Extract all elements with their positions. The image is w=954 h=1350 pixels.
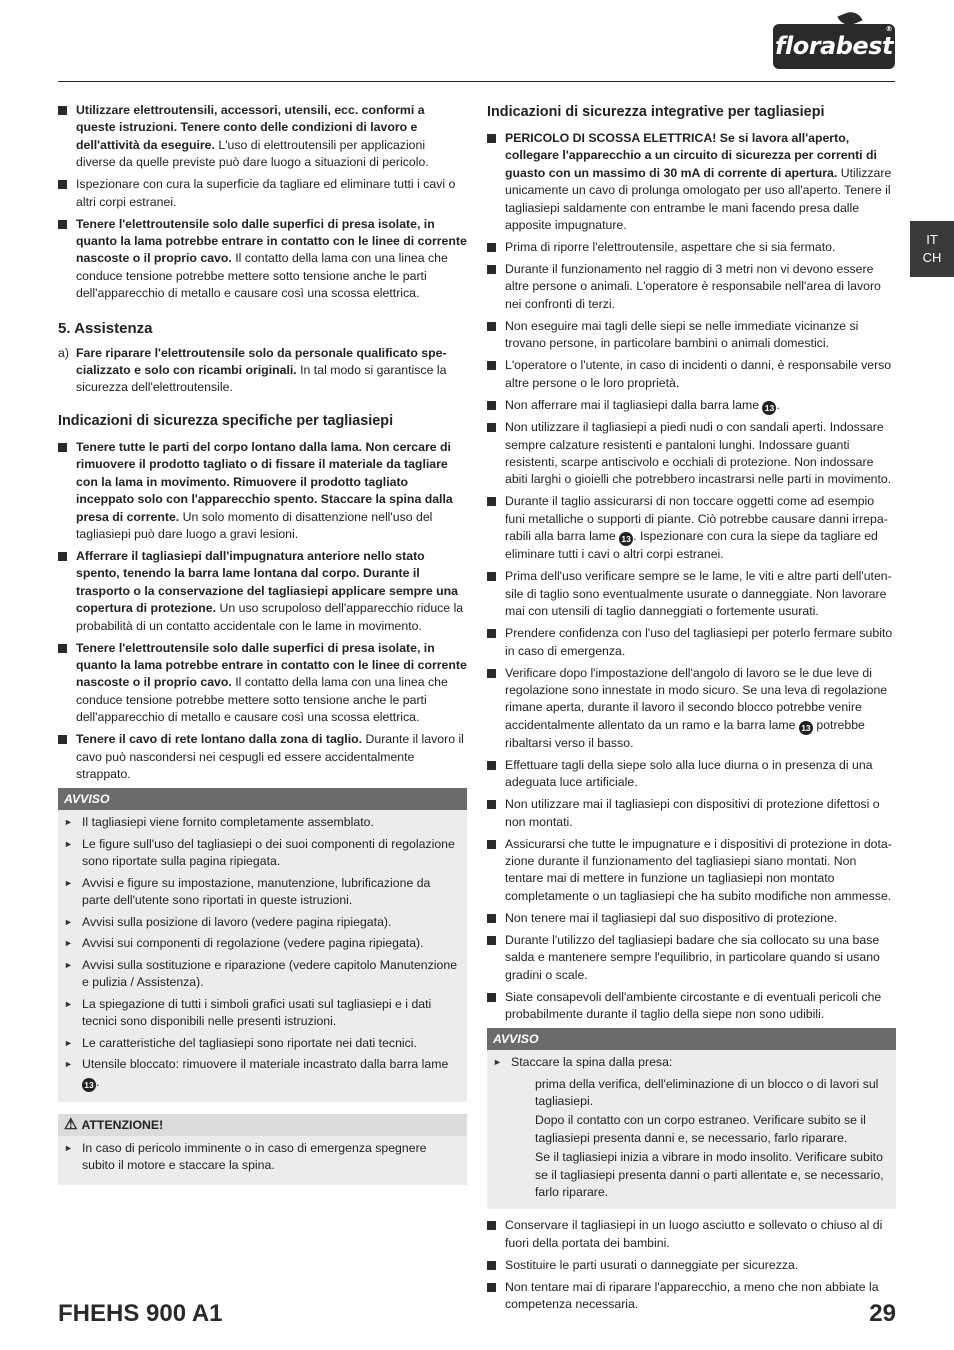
leaf-icon <box>837 8 862 28</box>
list-item: Non eseguire mai tagli delle siepi se nelle immediate vicinanze si trovano persone, in particolare bambini o animali domestici. <box>487 318 896 353</box>
attenzione-box <box>58 1114 467 1185</box>
arrow-right-icon: ► <box>64 1059 73 1070</box>
header-rule <box>58 81 895 82</box>
bullet-square-icon <box>487 914 496 923</box>
arrow-right-icon: ► <box>64 1142 73 1153</box>
list-item: Assicurarsi che tutte le impugnature e i dispositivi di protezione in dota-zione durante il funzionamento del tagliasiepi siano montati. Non tentare mai di mettere in funzione un tagliasiepi non montato completamente o un tagliasiepi che ha subito modifiche non ammesse. <box>487 836 896 906</box>
bullet-square-icon <box>487 497 496 506</box>
florabest-logo <box>773 24 895 69</box>
list-item: Prima dell'uso verificare sempre se le lame, le viti e altre parti dell'uten-sile di taglio sono eventualmente usurate o danneggiate. Non lavorare mai con utensili di taglio danneggiati o fortemente usurati. <box>487 568 896 620</box>
arrow-right-icon: ► <box>64 916 73 927</box>
bullet-square-icon <box>487 243 496 252</box>
bullet-square-icon <box>58 180 67 189</box>
language-tab <box>910 221 954 277</box>
attenzione-title: ATTENZIONE! <box>81 1117 164 1132</box>
list-item: Durante il funzionamento nel raggio di 3 metri non vi devono essere altre persone o animali. L'operatore è responsabile nell'area di lavoro nei confronti di terzi. <box>487 261 896 313</box>
list-item: ► Avvisi sulla posizione di lavoro (vedere pagina ripiegata). <box>64 914 459 931</box>
list-item: ► Avvisi sulla sostituzione e riparazione (vedere capitolo Manutenzione e pulizia / Assistenza). <box>64 957 458 990</box>
bullet-square-icon <box>58 106 67 115</box>
list-item: Conservare il tagliasiepi in un luogo asciutto e sollevato o chiuso al di fuori della portata dei bambini. <box>487 1217 896 1252</box>
arrow-right-icon: ► <box>64 816 73 827</box>
bullet-square-icon <box>487 361 496 370</box>
language-tab-line1: IT <box>926 232 938 247</box>
bullet-square-icon <box>487 265 496 274</box>
avviso-title: AVVISO <box>487 1028 896 1050</box>
list-item: Utilizzare elettroutensili, accessori, utensili, ecc. conformi a queste istruzioni. Tenere conto delle condizioni di lavoro e dell'attività da eseguire. L'uso di elettroutensili per applicazioni diverse da quelle previste può dare luogo a situazioni di pericolo. <box>58 102 467 172</box>
bullet-square-icon <box>487 669 496 678</box>
list-item: L'operatore o l'utente, in caso di incidenti o danni, è responsabile verso altre persone o le loro proprietà. <box>487 357 896 392</box>
bullet-square-icon <box>487 993 496 1002</box>
bullet-square-icon <box>487 423 496 432</box>
bullet-square-icon <box>487 134 496 143</box>
list-item: Tenere l'elettroutensile solo dalle superfici di presa isolate, in quanto la lama potrebbe entrare in contatto con le linee di corrente nascoste o il proprio cavo. Il contatto della lama con una linea che conduce tensione potrebbe mettere sotto tensione anche le parti dell'apparecchio di metallo e causare così una scossa elettrica. <box>58 216 467 303</box>
right-column <box>487 102 896 1318</box>
list-item: PERICOLO DI SCOSSA ELETTRICA! Se si lavora all'aperto, collegare l'apparecchio a un circuito di sicurezza per correnti di guasto con un massimo di 30 mA di corrente di apertura. Utilizzare unicamente un cavo di prolunga omologato per uso all'aperto. Tenere il tagliasiepi saldamente con entrambe le mani facendo presa dalle apposite impugnature. <box>487 130 896 234</box>
sub-item: Dopo il contatto con un corpo estraneo. Verificare subito se il tagliasiepi presenta danni e, se necessario, farlo riparare. <box>535 1113 866 1145</box>
list-item: Ispezionare con cura la superficie da tagliare ed eliminare tutti i cavi o altri corpi estranei. <box>58 176 467 211</box>
sub-item: prima della verifica, dell'eliminazione di un blocco o di lavori sul tagliasiepi. <box>535 1076 879 1108</box>
list-item: Non afferrare mai il tagliasiepi dalla barra lame 13 . <box>487 397 896 415</box>
warning-triangle-icon: ⚠ <box>64 1115 78 1133</box>
bullet-square-icon <box>487 1283 496 1292</box>
list-item: Tenere il cavo di rete lontano dalla zona di taglio. Durante il lavoro il cavo può nascondersi nei cespugli ed essere accidentalmente strappato. <box>58 731 467 783</box>
list-item: Non utilizzare il tagliasiepi a piedi nudi o con sandali aperti. Indossare sempre calzature resistenti e pantaloni lunghi. Indossare guanti resistenti, scarpe antiscivolo e occhiali di protezione. Non indossare abiti larghi o gioielli che potrebbero incastrarsi nelle parti in movimento. <box>487 419 896 489</box>
bullet-square-icon <box>487 936 496 945</box>
bullet-square-icon <box>58 552 67 561</box>
attenzione-title-row <box>58 1114 467 1136</box>
list-item: Non utilizzare mai il tagliasiepi con dispositivi di protezione difettosi o non montati. <box>487 796 896 831</box>
arrow-right-icon: ► <box>64 998 73 1009</box>
ref-number-badge: 13 <box>799 721 813 735</box>
list-item: Verificare dopo l'impostazione dell'angolo di lavoro se le due leve di regolazione sono innestate in modo sicuro. Se una leva di regolazione rimane aperta, durante il lavoro il secondo blocco potrebbe venire accidentalmente allentato da un ramo e la barra lame 13 potrebbe ribaltarsi verso il basso. <box>487 665 896 753</box>
avviso-title: AVVISO <box>58 788 467 810</box>
sub-item: Se il tagliasiepi inizia a vibrare in modo insolito. Verificare subito se il tagliasiepi presenta danni o parti allentate e, se necessario, farlo riparare. <box>535 1150 884 1199</box>
list-item: a) Fare riparare l'elettroutensile solo da personale qualificato spe-cializzato e solo con ricambi originali. In tal modo si garantisce la sicurezza dell'elettroutensile. <box>58 345 447 395</box>
list-item: Non tentare mai di riparare l'apparecchio, a meno che non abbiate la competenza necessaria. <box>487 1279 896 1314</box>
list-item: ► La spiegazione di tutti i simboli grafici usati sul tagliasiepi e i dati tecnici sono disponibili nelle presenti istruzioni. <box>64 996 432 1029</box>
list-item: ► In caso di pericolo imminente o in caso di emergenza spegnere subito il motore e staccare la spina. <box>64 1140 427 1173</box>
arrow-right-icon: ► <box>64 938 73 949</box>
list-item: ► Utensile bloccato: rimuovere il materiale incastrato dalla barra lame 13 . <box>64 1057 449 1090</box>
list-item: Prendere confidenza con l'uso del tagliasiepi per poterlo fermare subito in caso di emergenza. <box>487 625 896 660</box>
ref-number-badge: 13 <box>82 1078 96 1092</box>
page-number: 29 <box>869 1300 896 1327</box>
bullet-square-icon <box>487 800 496 809</box>
list-item: ► Il tagliasiepi viene fornito completamente assemblato. <box>64 814 459 831</box>
list-item: Siate consapevoli dell'ambiente circostante e di eventuali pericoli che probabilmente durante il taglio della siepe non sono udibili. <box>487 989 896 1024</box>
list-item: ► Avvisi e figure su impostazione, manutenzione, lubrificazione da parte dell'utente sono riportati in queste istruzioni. <box>64 875 431 907</box>
arrow-right-icon: ► <box>493 1056 502 1067</box>
list-item: Tenere tutte le parti del corpo lontano dalla lama. Non cercare di rimuovere il prodotto tagliato o di fissare il materiale da tagliare con la lama in movimento. Rimuovere il prodotto tagliato inceppato solo con l'apparecchio spento. Staccare la spina dalla presa di corrente. Un solo momento di disattenzione nell'uso del tagliasiepi può dare luogo a gravi lesioni. <box>58 439 467 543</box>
arrow-right-icon: ► <box>64 1037 73 1048</box>
bullet-square-icon <box>58 220 67 229</box>
list-item: ► Le figure sull'uso del tagliasiepi o dei suoi componenti di regolazione sono riportate sulla pagina ripiegata. <box>64 836 455 868</box>
list-item: Durante l'utilizzo del tagliasiepi badare che sia collocato su una base salda e mantenere sempre l'equilibrio, in particolare quando si usano gradini o scale. <box>487 932 896 984</box>
bullet-square-icon <box>487 322 496 331</box>
avviso-box <box>58 788 467 1102</box>
section-heading-integrative: Indicazioni di sicurezza integrative per tagliasiepi <box>487 104 825 120</box>
bullet-square-icon <box>58 644 67 653</box>
language-tab-line2: CH <box>922 250 942 265</box>
list-item: ► Avvisi sui componenti di regolazione (vedere pagina ripiegata). <box>64 935 459 952</box>
arrow-right-icon: ► <box>64 877 73 888</box>
arrow-right-icon: ► <box>64 838 73 849</box>
arrow-right-icon: ► <box>64 959 73 970</box>
list-item: ► Staccare la spina dalla presa: <box>493 1054 888 1071</box>
list-item: Afferrare il tagliasiepi dall'impugnatura anteriore nello stato spento, tenendo la barra lame lontana dal corpo. Durante il trasporto o la conservazione del tagliasiepi applicare sempre una copertura di protezione. Un uso scrupoloso dell'apparecchio riduce la probabilità di un contatto accidentale con le lame in movimento. <box>58 548 467 635</box>
bullet-square-icon <box>487 840 496 849</box>
list-item: Prima di riporre l'elettroutensile, aspettare che si sia fermato. <box>487 239 896 256</box>
left-column <box>58 102 467 1185</box>
footer-model: FHEHS 900 A1 <box>58 1300 223 1327</box>
avviso-box <box>487 1028 896 1209</box>
bullet-square-icon <box>487 629 496 638</box>
section-heading-specific: Indicazioni di sicurezza specifiche per tagliasiepi <box>58 412 394 429</box>
list-item: ► Le caratteristiche del tagliasiepi sono riportate nei dati tecnici. <box>64 1035 459 1052</box>
ref-number-badge: 13 <box>619 532 633 546</box>
bullet-square-icon <box>487 401 496 410</box>
bullet-square-icon <box>487 572 496 581</box>
list-item: Sostituire le parti usurati o danneggiate per sicurezza. <box>487 1257 896 1274</box>
ref-number-badge: 13 <box>762 401 776 415</box>
bullet-square-icon <box>487 1261 496 1270</box>
registered-mark: ® <box>885 25 892 33</box>
bullet-square-icon <box>58 735 67 744</box>
bullet-square-icon <box>487 761 496 770</box>
list-item: Non tenere mai il tagliasiepi dal suo dispositivo di protezione. <box>487 910 896 927</box>
list-item: Effettuare tagli della siepe solo alla luce diurna o in presenza di una adeguata luce artificiale. <box>487 757 896 792</box>
bullet-square-icon <box>487 1221 496 1230</box>
bullet-square-icon <box>58 443 67 452</box>
list-item: Tenere l'elettroutensile solo dalle superfici di presa isolate, in quanto la lama potrebbe entrare in contatto con le linee di corrente nascoste o il proprio cavo. Il contatto della lama con una linea che conduce tensione potrebbe mettere sotto tensione anche le parti dell'apparecchio di metallo e causare così una scossa elettrica. <box>58 640 467 727</box>
list-item: Durante il taglio assicurarsi di non toccare oggetti come ad esempio funi metalliche o supporti di piante. Ciò potrebbe causare danni irrepa-rabili alla barra lame 13 . Ispezionare con cura la siepe da tagliare ed eliminare tutti i cavi o altri corpi estranei. <box>487 493 896 563</box>
logo-text: florabest <box>775 32 893 60</box>
section-heading-assistenza: 5. Assistenza <box>58 319 153 337</box>
